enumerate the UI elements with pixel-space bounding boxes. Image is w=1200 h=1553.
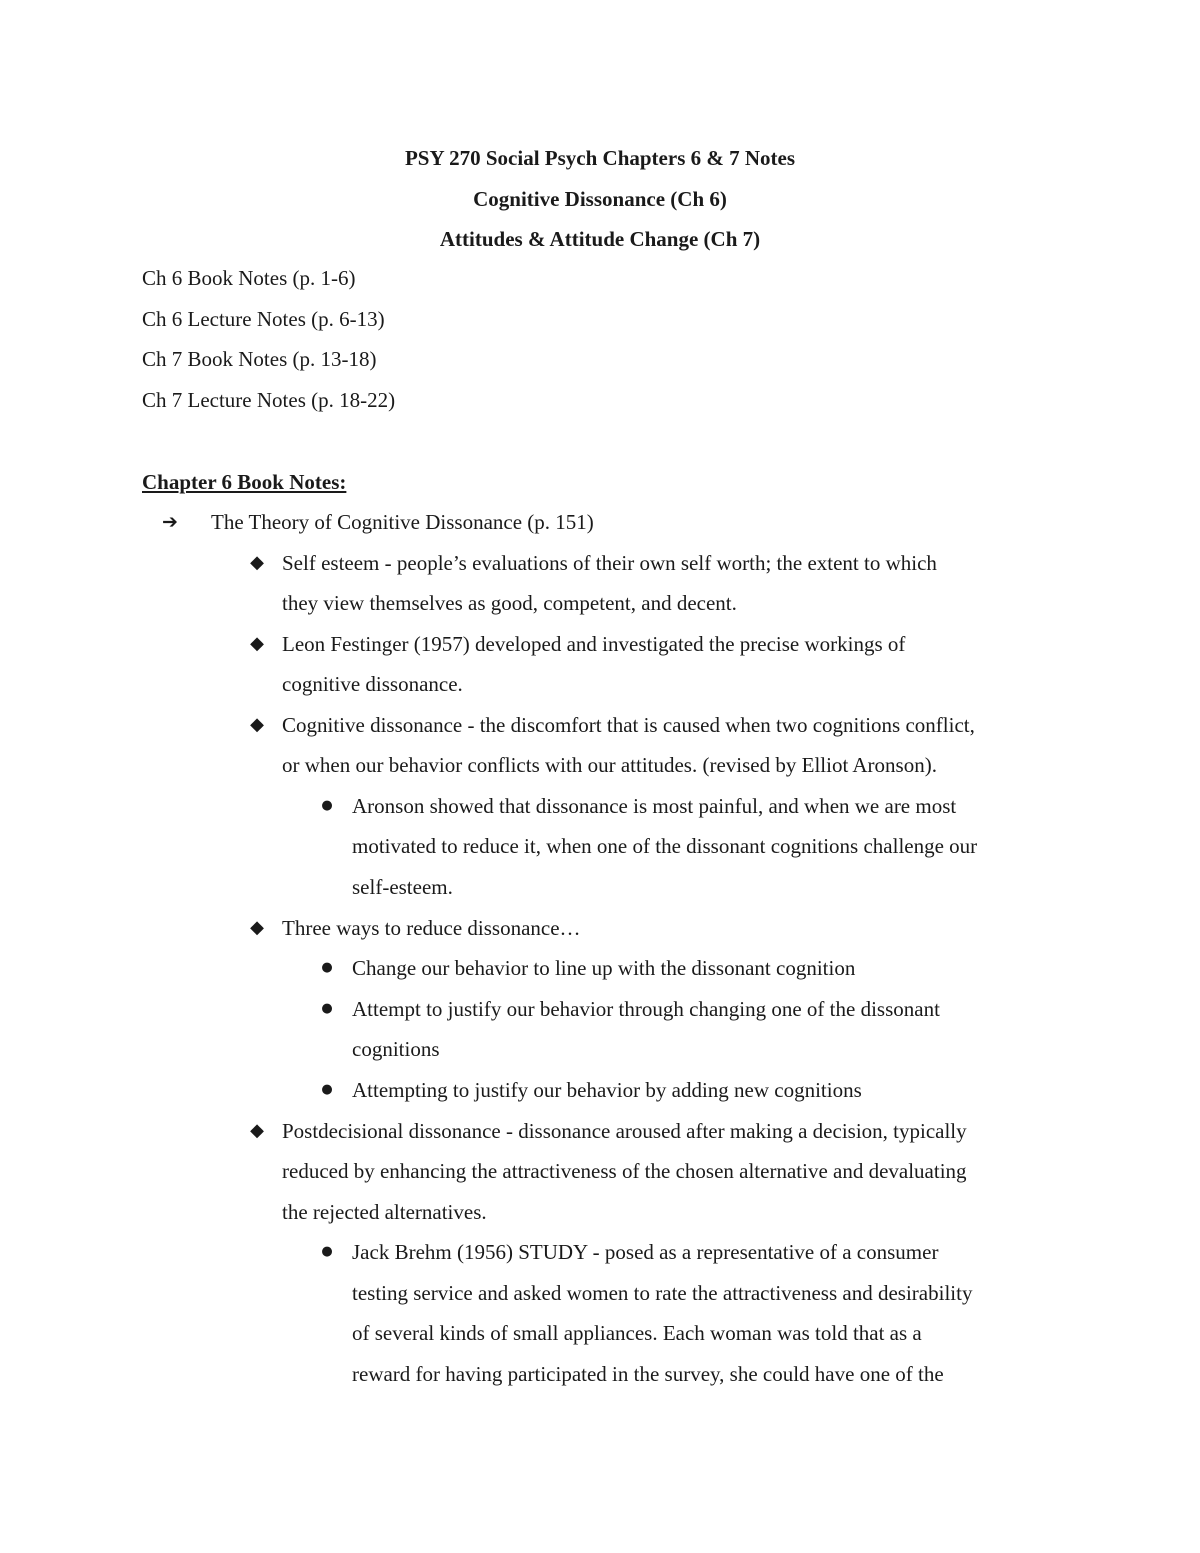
diamond-bullet-icon: ◆	[250, 552, 264, 573]
topic-heading: The Theory of Cognitive Dissonance (p. 151)	[211, 510, 594, 534]
note-line: reward for having participated in the survey, she could have one of the	[352, 1362, 944, 1386]
section-heading: Chapter 6 Book Notes:	[142, 470, 347, 494]
dot-bullet-icon: ●	[321, 960, 333, 975]
dot-bullet-icon: ●	[321, 1001, 333, 1016]
note-line: Postdecisional dissonance - dissonance aroused after making a decision, typically	[282, 1119, 967, 1143]
diamond-bullet-icon: ◆	[250, 714, 264, 735]
note-line: Leon Festinger (1957) developed and investigated the precise workings of	[282, 632, 906, 656]
note-line: Self esteem - people’s evaluations of their own self worth; the extent to which	[282, 551, 937, 575]
note-line: reduced by enhancing the attractiveness of the chosen alternative and devaluating	[282, 1159, 967, 1183]
toc-item-ch7-book: Ch 7 Book Notes (p. 13-18)	[142, 347, 377, 371]
note-line: Aronson showed that dissonance is most painful, and when we are most	[352, 794, 957, 818]
dot-bullet-icon: ●	[321, 1244, 333, 1259]
note-line: Jack Brehm (1956) STUDY - posed as a representative of a consumer	[352, 1240, 939, 1264]
document-title: PSY 270 Social Psych Chapters 6 & 7 Notes	[404, 146, 796, 170]
note-line: Change our behavior to line up with the dissonant cognition	[352, 956, 856, 980]
note-line: self-esteem.	[352, 875, 453, 899]
note-line: motivated to reduce it, when one of the dissonant cognitions challenge our	[352, 834, 978, 858]
note-line: cognitions	[352, 1037, 440, 1061]
toc-item-ch6-book: Ch 6 Book Notes (p. 1-6)	[142, 266, 356, 290]
diamond-bullet-icon: ◆	[250, 917, 264, 938]
note-line: or when our behavior conflicts with our attitudes. (revised by Elliot Aronson).	[282, 753, 937, 777]
toc-item-ch6-lecture: Ch 6 Lecture Notes (p. 6-13)	[142, 306, 385, 331]
document-subtitle-ch6: Cognitive Dissonance (Ch 6)	[473, 186, 727, 211]
note-line: Three ways to reduce dissonance…	[282, 916, 581, 940]
toc-item-ch7-lecture: Ch 7 Lecture Notes (p. 18-22)	[142, 387, 396, 412]
document-subtitle-ch7: Attitudes & Attitude Change (Ch 7)	[439, 227, 761, 251]
note-line: Attempting to justify our behavior by adding new cognitions	[352, 1078, 862, 1102]
note-line: Cognitive dissonance - the discomfort that is caused when two cognitions conflict,	[282, 713, 975, 737]
note-line: they view themselves as good, competent, and decent.	[282, 591, 737, 615]
arrow-bullet-icon: ➔	[162, 511, 178, 533]
note-line: testing service and asked women to rate the attractiveness and desirability	[352, 1281, 973, 1305]
table-of-contents	[142, 258, 395, 420]
diamond-bullet-icon: ◆	[250, 1120, 264, 1141]
note-line: cognitive dissonance.	[282, 672, 463, 696]
dot-bullet-icon: ●	[321, 798, 333, 813]
dot-bullet-icon: ●	[321, 1082, 333, 1097]
diamond-bullet-icon: ◆	[250, 633, 264, 654]
note-line: of several kinds of small appliances. Each woman was told that as a	[352, 1321, 922, 1345]
note-line: the rejected alternatives.	[282, 1200, 487, 1224]
document-title-block	[0, 138, 1200, 260]
note-line: Attempt to justify our behavior through changing one of the dissonant	[352, 997, 940, 1021]
